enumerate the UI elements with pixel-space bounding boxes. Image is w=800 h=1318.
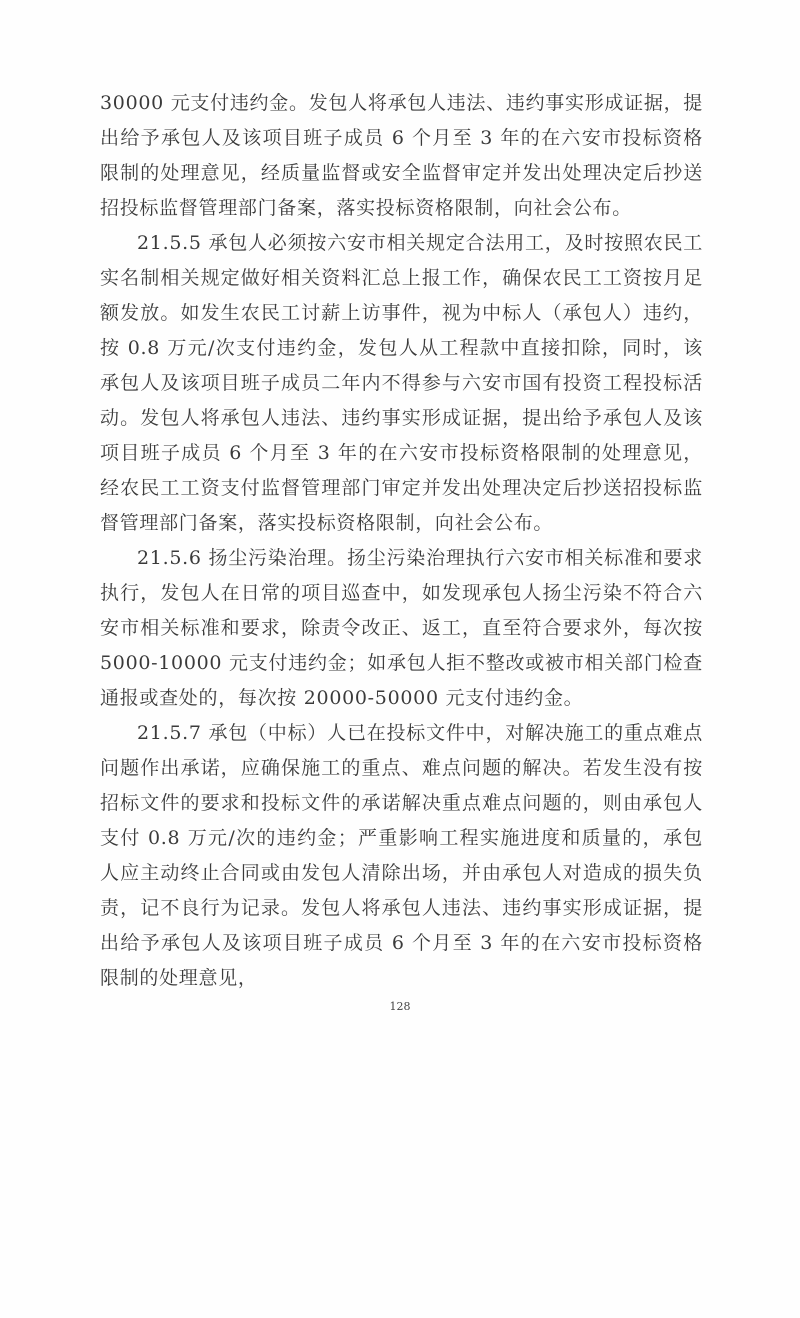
paragraph-21-5-7: 21.5.7 承包（中标）人已在投标文件中，对解决施工的重点难点问题作出承诺，应确保施工的重点、难点问题的解决。若发生没有按招标文件的要求和投标文件的承诺解决重点难点问题的，则由承包人支付 0.8 万元/次的违约金；严重影响工程实施进度和质量的，承包人应主动终止合同或由发包人清除出场，并由承包人对造成的损失负责，记不良行为记录。发包人将承包人违法、违约事实形成证据，提出给予承包人及该项目班子成员 6 个月至 3 年的在六安市投标资格限制的处理意见，	[100, 722, 703, 989]
document-body	[100, 86, 703, 996]
page-number: 128	[389, 1000, 411, 1013]
paragraph-penalty-continuation: 30000 元支付违约金。发包人将承包人违法、违约事实形成证据，提出给予承包人及该项目班子成员 6 个月至 3 年的在六安市投标资格限制的处理意见，经质量监督或安全监督审定并发出处理决定后抄送招投标监督管理部门备案，落实投标资格限制，向社会公布。	[100, 92, 703, 219]
paragraph-21-5-6: 21.5.6 扬尘污染治理。扬尘污染治理执行六安市相关标准和要求执行，发包人在日常的项目巡查中，如发现承包人扬尘污染不符合六安市相关标准和要求，除责令改正、返工，直至符合要求外，每次按 5000-10000 元支付违约金；如承包人拒不整改或被市相关部门检查通报或查处的，每次按 20000-50000 元支付违约金。	[100, 547, 703, 709]
paragraph-21-5-5: 21.5.5 承包人必须按六安市相关规定合法用工，及时按照农民工实名制相关规定做好相关资料汇总上报工作，确保农民工工资按月足额发放。如发生农民工讨薪上访事件，视为中标人（承包人）违约，按 0.8 万元/次支付违约金，发包人从工程款中直接扣除，同时，该承包人及该项目班子成员二年内不得参与六安市国有投资工程投标活动。发包人将承包人违法、违约事实形成证据，提出给予承包人及该项目班子成员 6 个月至 3 年的在六安市投标资格限制的处理意见，经农民工工资支付监督管理部门审定并发出处理决定后抄送招投标监督管理部门备案，落实投标资格限制，向社会公布。	[100, 232, 703, 534]
